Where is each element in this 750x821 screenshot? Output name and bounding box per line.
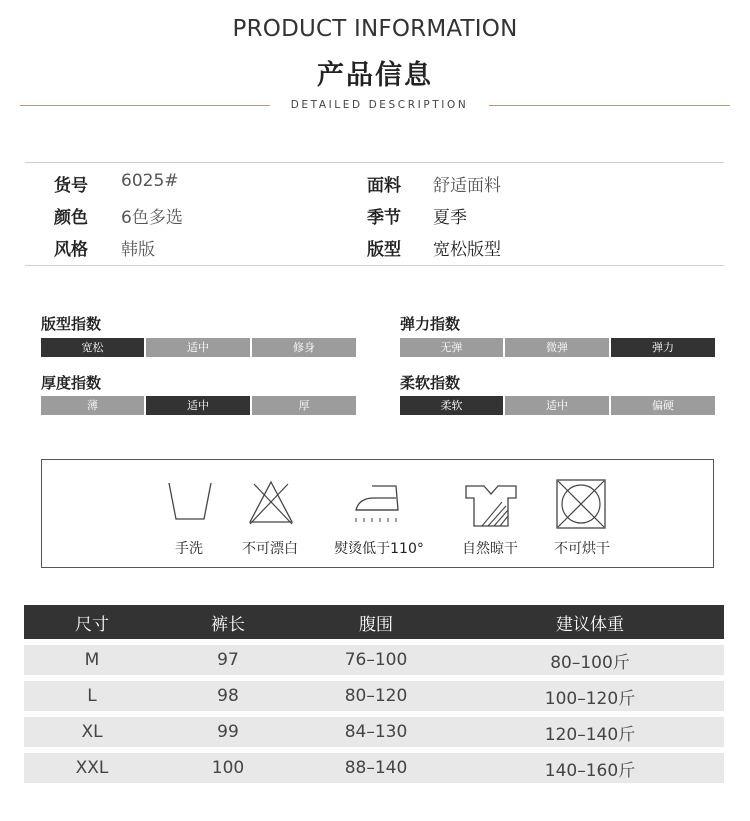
care-label: 手洗 <box>175 541 203 557</box>
divider-right <box>489 105 730 106</box>
index-option: 微弹 <box>505 338 609 357</box>
care-label: 自然晾干 <box>462 541 518 557</box>
care-label: 不可烘干 <box>554 541 610 557</box>
table-cell: XXL <box>75 758 109 778</box>
index-title: 厚度指数 <box>41 374 102 392</box>
no-bleach-icon <box>246 478 296 526</box>
info-label: 面料 <box>367 176 401 196</box>
index-option: 适中 <box>146 396 250 415</box>
index-option: 弹力 <box>611 338 715 357</box>
table-cell: XL <box>81 722 103 742</box>
info-value: 舒适面料 <box>433 176 501 196</box>
index-option: 适中 <box>505 396 609 415</box>
care-item <box>450 460 530 567</box>
table-row <box>24 681 724 711</box>
index-option: 宽松 <box>41 338 144 357</box>
info-value: 宽松版型 <box>433 240 501 260</box>
subtitle: DETAILED DESCRIPTION <box>290 99 469 111</box>
iron-low-icon <box>352 480 406 526</box>
care-label: 不可漂白 <box>242 541 298 557</box>
table-cell: 97 <box>217 650 239 670</box>
table-cell: 120–140斤 <box>544 724 636 745</box>
index-option: 偏硬 <box>611 396 715 415</box>
care-item <box>232 460 308 567</box>
index-bar <box>400 396 715 415</box>
care-label: 熨烫低于110° <box>334 541 424 557</box>
info-value: 韩版 <box>121 240 155 260</box>
info-label: 季节 <box>367 208 401 228</box>
index-option: 无弹 <box>400 338 503 357</box>
info-value: 夏季 <box>433 208 467 228</box>
index-bar <box>400 338 715 357</box>
table-cell: 99 <box>217 722 239 742</box>
index-bar <box>41 396 356 415</box>
table-row <box>24 717 724 747</box>
care-item <box>160 460 218 567</box>
column-header: 腹围 <box>359 614 393 635</box>
index-title: 柔软指数 <box>400 374 461 392</box>
table-row <box>24 753 724 783</box>
index-option: 薄 <box>41 396 144 415</box>
info-row <box>25 229 724 261</box>
info-label: 风格 <box>54 240 88 260</box>
info-label: 版型 <box>367 240 401 260</box>
index-option: 适中 <box>146 338 250 357</box>
no-tumble-dry-icon <box>554 477 608 531</box>
info-value: 6色多选 <box>121 208 183 228</box>
info-label: 货号 <box>54 176 88 196</box>
shade-dry-icon <box>462 482 520 530</box>
table-cell: 80–100斤 <box>550 652 630 673</box>
care-item <box>544 460 620 567</box>
index-title: 版型指数 <box>41 315 102 333</box>
care-item <box>326 460 432 567</box>
care-instructions <box>41 459 714 568</box>
hand-wash-icon <box>166 479 214 523</box>
product-info-table <box>25 162 724 266</box>
table-cell: 100 <box>211 758 245 778</box>
table-cell: 140–160斤 <box>544 760 636 781</box>
table-cell: 98 <box>217 686 239 706</box>
table-row <box>24 645 724 675</box>
index-option: 修身 <box>252 338 356 357</box>
table-cell: 84–130 <box>344 722 408 742</box>
table-cell: 76–100 <box>344 650 408 670</box>
index-fit <box>41 313 356 357</box>
column-header: 尺寸 <box>75 614 109 635</box>
index-softness <box>400 372 715 415</box>
title-chinese: 产品信息 <box>317 60 433 91</box>
size-table-header <box>24 605 724 639</box>
table-cell: 88–140 <box>344 758 408 778</box>
index-bar <box>41 338 356 357</box>
index-thickness <box>41 372 356 415</box>
index-title: 弹力指数 <box>400 315 461 333</box>
column-header: 建议体重 <box>556 614 624 635</box>
table-cell: M <box>84 650 100 670</box>
divider-left <box>20 105 270 106</box>
table-cell: L <box>87 686 97 706</box>
info-row <box>25 165 724 197</box>
index-option: 柔软 <box>400 396 503 415</box>
table-cell: 80–120 <box>344 686 408 706</box>
index-option: 厚 <box>252 396 356 415</box>
table-cell: 100–120斤 <box>544 688 636 709</box>
column-header: 裤长 <box>211 614 245 635</box>
title-english: PRODUCT INFORMATION <box>232 16 518 42</box>
info-row <box>25 197 724 229</box>
index-elasticity <box>400 313 715 357</box>
info-value: 6025# <box>121 171 179 191</box>
info-label: 颜色 <box>54 208 88 228</box>
